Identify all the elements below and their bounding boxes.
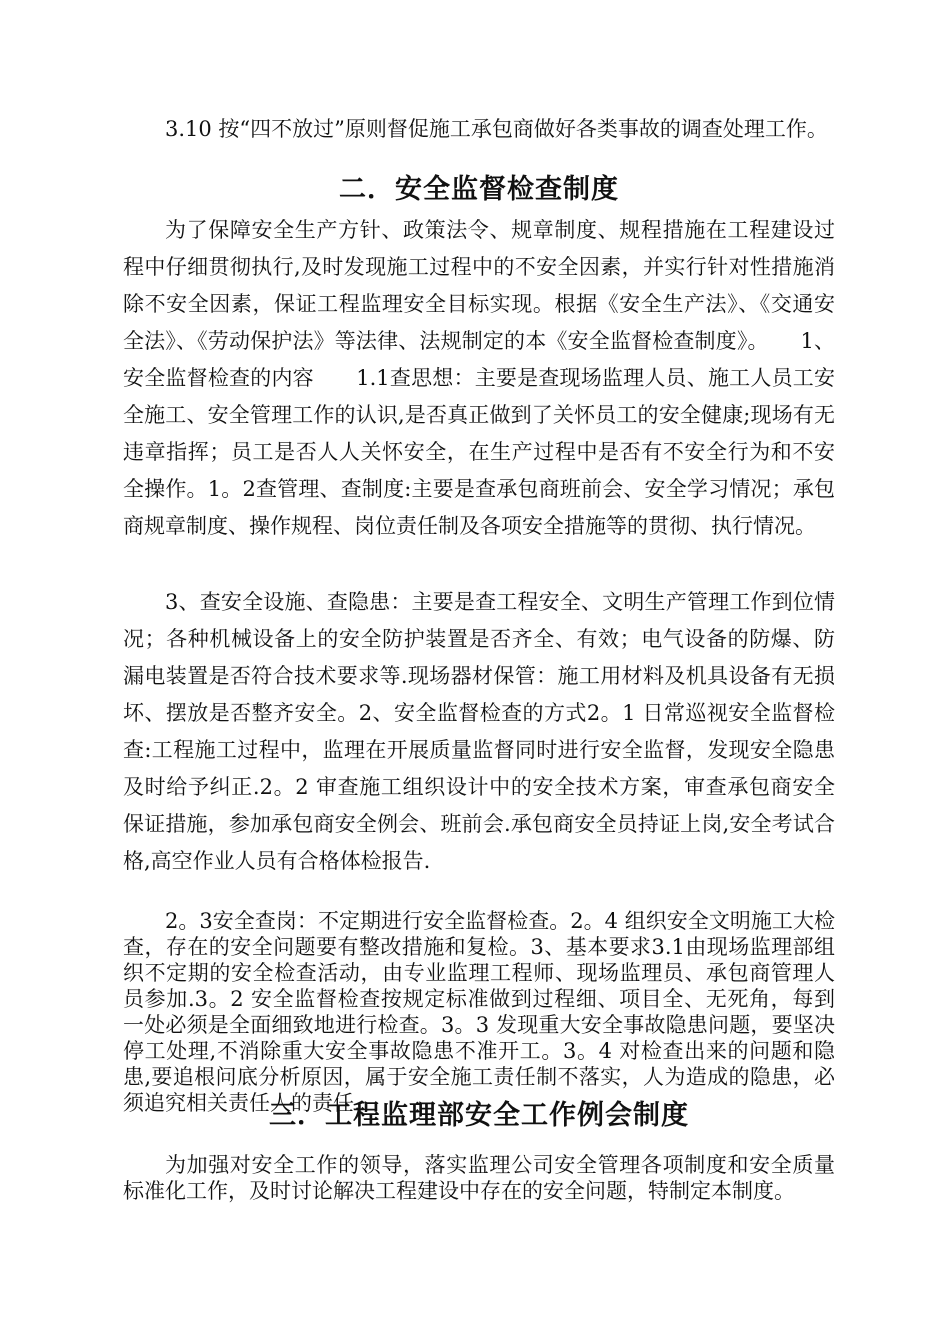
paragraph-3-10: 3.10 按“四不放过”原则督促施工承包商做好各类事故的调查处理工作。 [165,117,828,141]
section-heading-2: 二．安全监督检查制度 [339,174,619,205]
paragraph-safety-inspection: 2。3安全查岗：不定期进行安全监督检查。2。4 组织安全文明施工大检查，存在的安全问题要有整改措施和复检。3、基本要求3.1由现场监理部组织不定期的安全检查活动，由专业监理工程师、现场监理员、承包商管理人员参加.3。2 安全监督检查按规定标准做到过程细、项目全、无死角，每到一处必须是全面细致地进行检查。3。3 发现重大安全事故隐患问题，要坚决停工处理,不消除重大安全事故隐患不准开工。3。4 对检查出来的问题和隐患,要追根问底分析原因，属于安全施工责任制不落实，人为造成的隐患，必须追究相关责任人的责任. [123,909,835,1115]
paragraph-meeting: 为加强对安全工作的领导，落实监理公司安全管理各项制度和安全质量标准化工作，及时讨论解决工程建设中存在的安全问题，特制定本制度。 [123,1153,835,1203]
paragraph-safety-facilities: 3、查安全设施、查隐患：主要是查工程安全、文明生产管理工作到位情况；各种机械设备上的安全防护装置是否齐全、有效；电气设备的防爆、防漏电装置是否符合技术要求等.现场器材保管：施工用材料及机具设备有无损坏、摆放是否整齐安全。2、安全监督检查的方式2。1 日常巡视安全监督检查:工程施工过程中，监理在开展质量监督同时进行安全监督，发现安全隐患及时给予纠正.2。2 审查施工组织设计中的安全技术方案，审查承包商安全保证措施，参加承包商安全例会、班前会.承包商安全员持证上岗,安全考试合格,高空作业人员有合格体检报告. [123,590,835,873]
section-heading-3: 三．工程监理部安全工作例会制度 [269,1100,689,1131]
paragraph-intro: 为了保障安全生产方针、政策法令、规章制度、规程措施在工程建设过程中仔细贯彻执行,及时发现施工过程中的不安全因素，并实行针对性措施消除不安全因素，保证工程监理安全目标实现。根据《安全生产法》、《交通安全法》、《劳动保护法》等法律、法规制定的本《安全监督检查制度》。 1、安全监督检查的内容 1.1查思想：主要是查现场监理人员、施工人员工安全施工、安全管理工作的认识,是否真正做到了关怀员工的安全健康;现场有无违章指挥；员工是否人人关怀安全，在生产过程中是否有不安全行为和不安全操作。1。2查管理、查制度:主要是查承包商班前会、安全学习情况；承包商规章制度、操作规程、岗位责任制及各项安全措施等的贯彻、执行情况。 [123,218,835,538]
